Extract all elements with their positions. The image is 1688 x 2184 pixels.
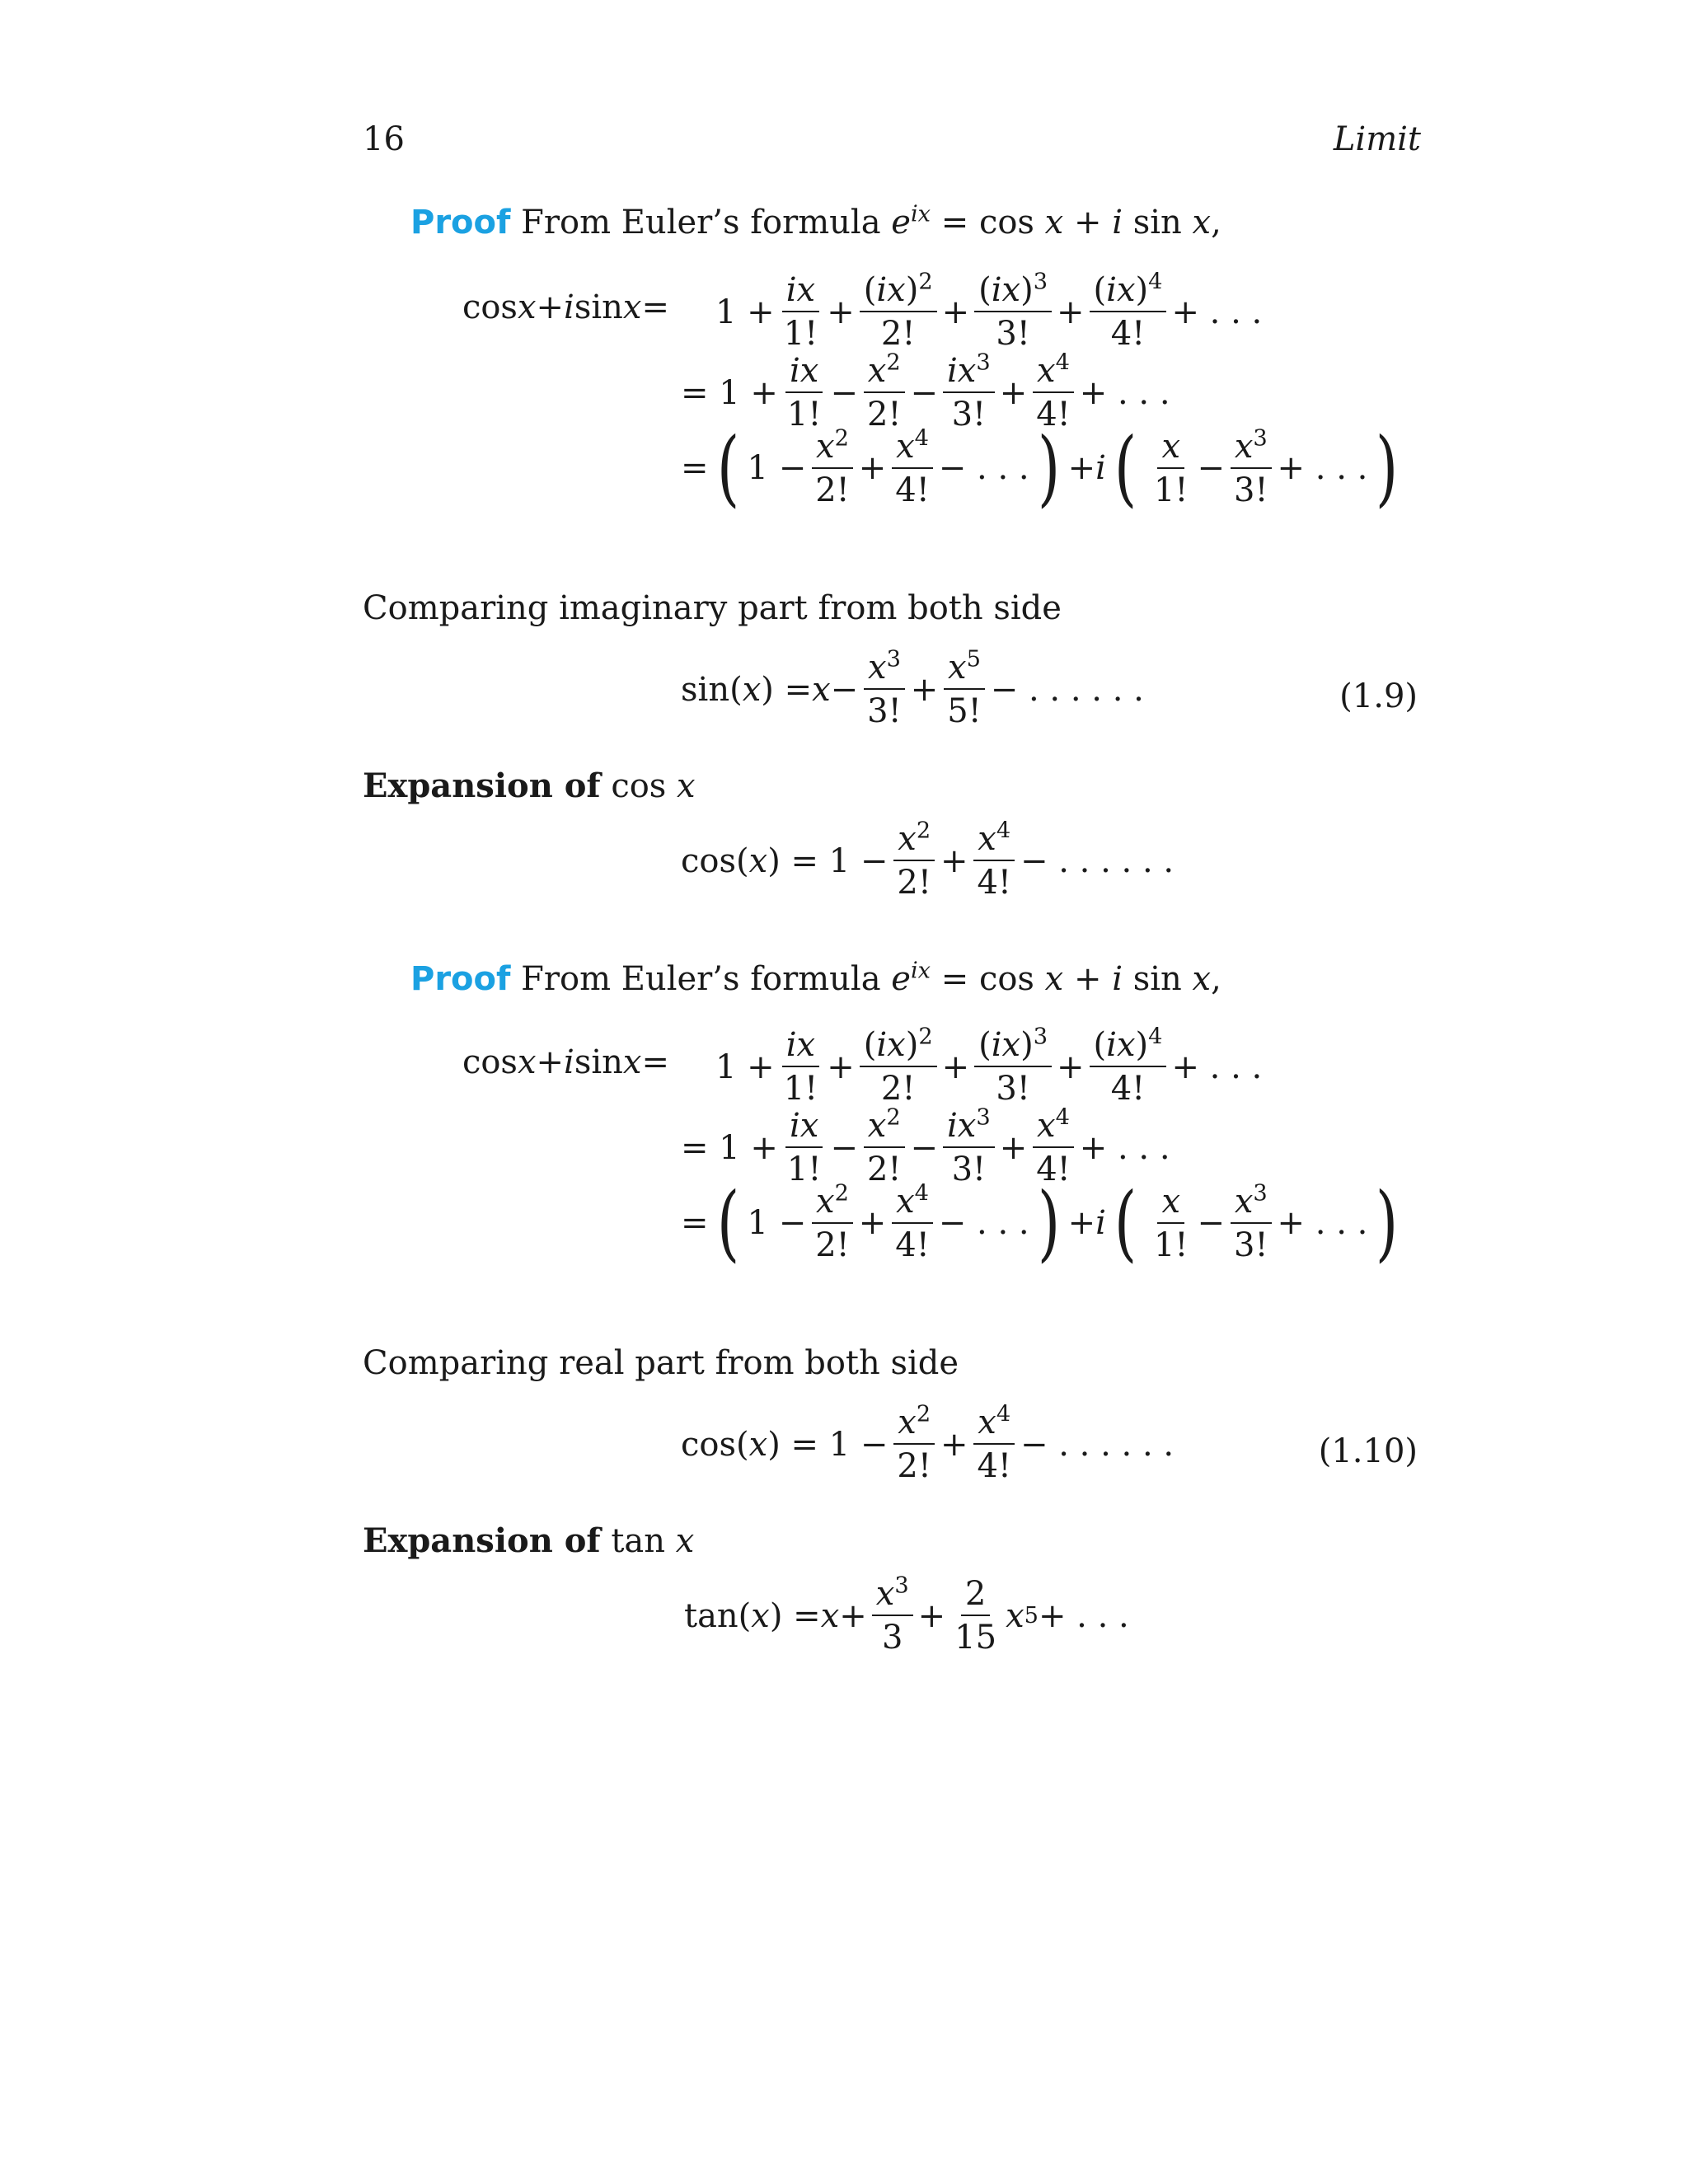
proof-paragraph-2 [410, 958, 1221, 998]
proof-label: Proof [410, 204, 511, 241]
sin-series-equation: sin( x ) = x − $\frac{x^3}{3!}$ + $\frac{x^5}{5!}$ − . . . . . . [681, 646, 1144, 730]
running-head-chapter: Limit [1333, 120, 1421, 158]
cos-series-equation-2: cos( x ) = 1 − $\frac{x^2}{2!}$ + $\frac{x^4}{4!}$ − . . . . . . [681, 1401, 1175, 1485]
expansion-line-3: = ( 1 − $\frac{x^2}{2!}$ + $\frac{x^4}{4!}$ − . . . ) + i ( $\frac{x}{1!}$ − $\frac{x^3}{3!}$ + . . . ) [681, 419, 1399, 516]
cos-series-equation: cos( x ) = 1 − $\frac{x^2}{2!}$ + $\frac{x^4}{4!}$ − . . . . . . [681, 818, 1175, 902]
tan-heading-bold: Expansion of [363, 1521, 601, 1560]
proof-paragraph-1 [410, 201, 1221, 241]
cos-expansion-heading [363, 766, 696, 805]
euler-formula-2: $e^{ix} = \cos x + i$ sin x, [891, 958, 1221, 998]
compare-real-text: Comparing real part from both side [363, 1344, 959, 1382]
expansion-line-3-2: = ( 1 − $\frac{x^2}{2!}$ + $\frac{x^4}{4!}$ − . . . ) + i ( $\frac{x}{1!}$ − $\frac{x^3}{3!}$ + . . . ) [681, 1174, 1399, 1271]
cos-heading-bold: Expansion of [363, 766, 601, 805]
tan-heading-math: tan x [611, 1522, 695, 1560]
page-number: 16 [363, 120, 405, 158]
equation-number-1-9: (1.9) [1339, 677, 1418, 715]
compare-imaginary-text: Comparing imaginary part from both side [363, 589, 1062, 627]
proof-label-2: Proof [410, 960, 511, 998]
expansion-lhs: cos x + i sin x = [462, 288, 669, 326]
expansion-line-1: 1 + $\frac{ix}{1!}$ + $\frac{(ix)^2}{2!}$ + $\frac{(ix)^3}{3!}$ + $\frac{(ix)^4}{4!}$ + . . . [715, 269, 1263, 353]
cos-heading-math: cos x [611, 767, 696, 805]
tan-series-equation: tan( x ) = x + $\frac{x^3}{3}$ + $\frac{2}{15}$ x 5 + . . . [684, 1572, 1129, 1657]
tan-expansion-heading [363, 1521, 695, 1560]
expansion-line-2-2: = 1 + $\frac{ix}{1!}$ − $\frac{x^2}{2!}$ − $\frac{ix^3}{3!}$ + $\frac{x^4}{4!}$ + . . . [681, 1104, 1170, 1188]
euler-formula: $e^{ix} = \cos x + i$ sin x, [891, 201, 1221, 241]
expansion-lhs-2: cos x + i sin x = [462, 1043, 669, 1081]
proof-intro-text: From Euler’s formula [521, 204, 881, 241]
expansion-line-2: = 1 + $\frac{ix}{1!}$ − $\frac{x^2}{2!}$ − $\frac{ix^3}{3!}$ + $\frac{x^4}{4!}$ + . . . [681, 349, 1170, 434]
expansion-line-1-2: 1 + $\frac{ix}{1!}$ + $\frac{(ix)^2}{2!}$ + $\frac{(ix)^3}{3!}$ + $\frac{(ix)^4}{4!}$ + . . . [715, 1024, 1263, 1108]
equation-number-1-10: (1.10) [1318, 1432, 1418, 1470]
proof-intro-text-2: From Euler’s formula [521, 960, 881, 998]
